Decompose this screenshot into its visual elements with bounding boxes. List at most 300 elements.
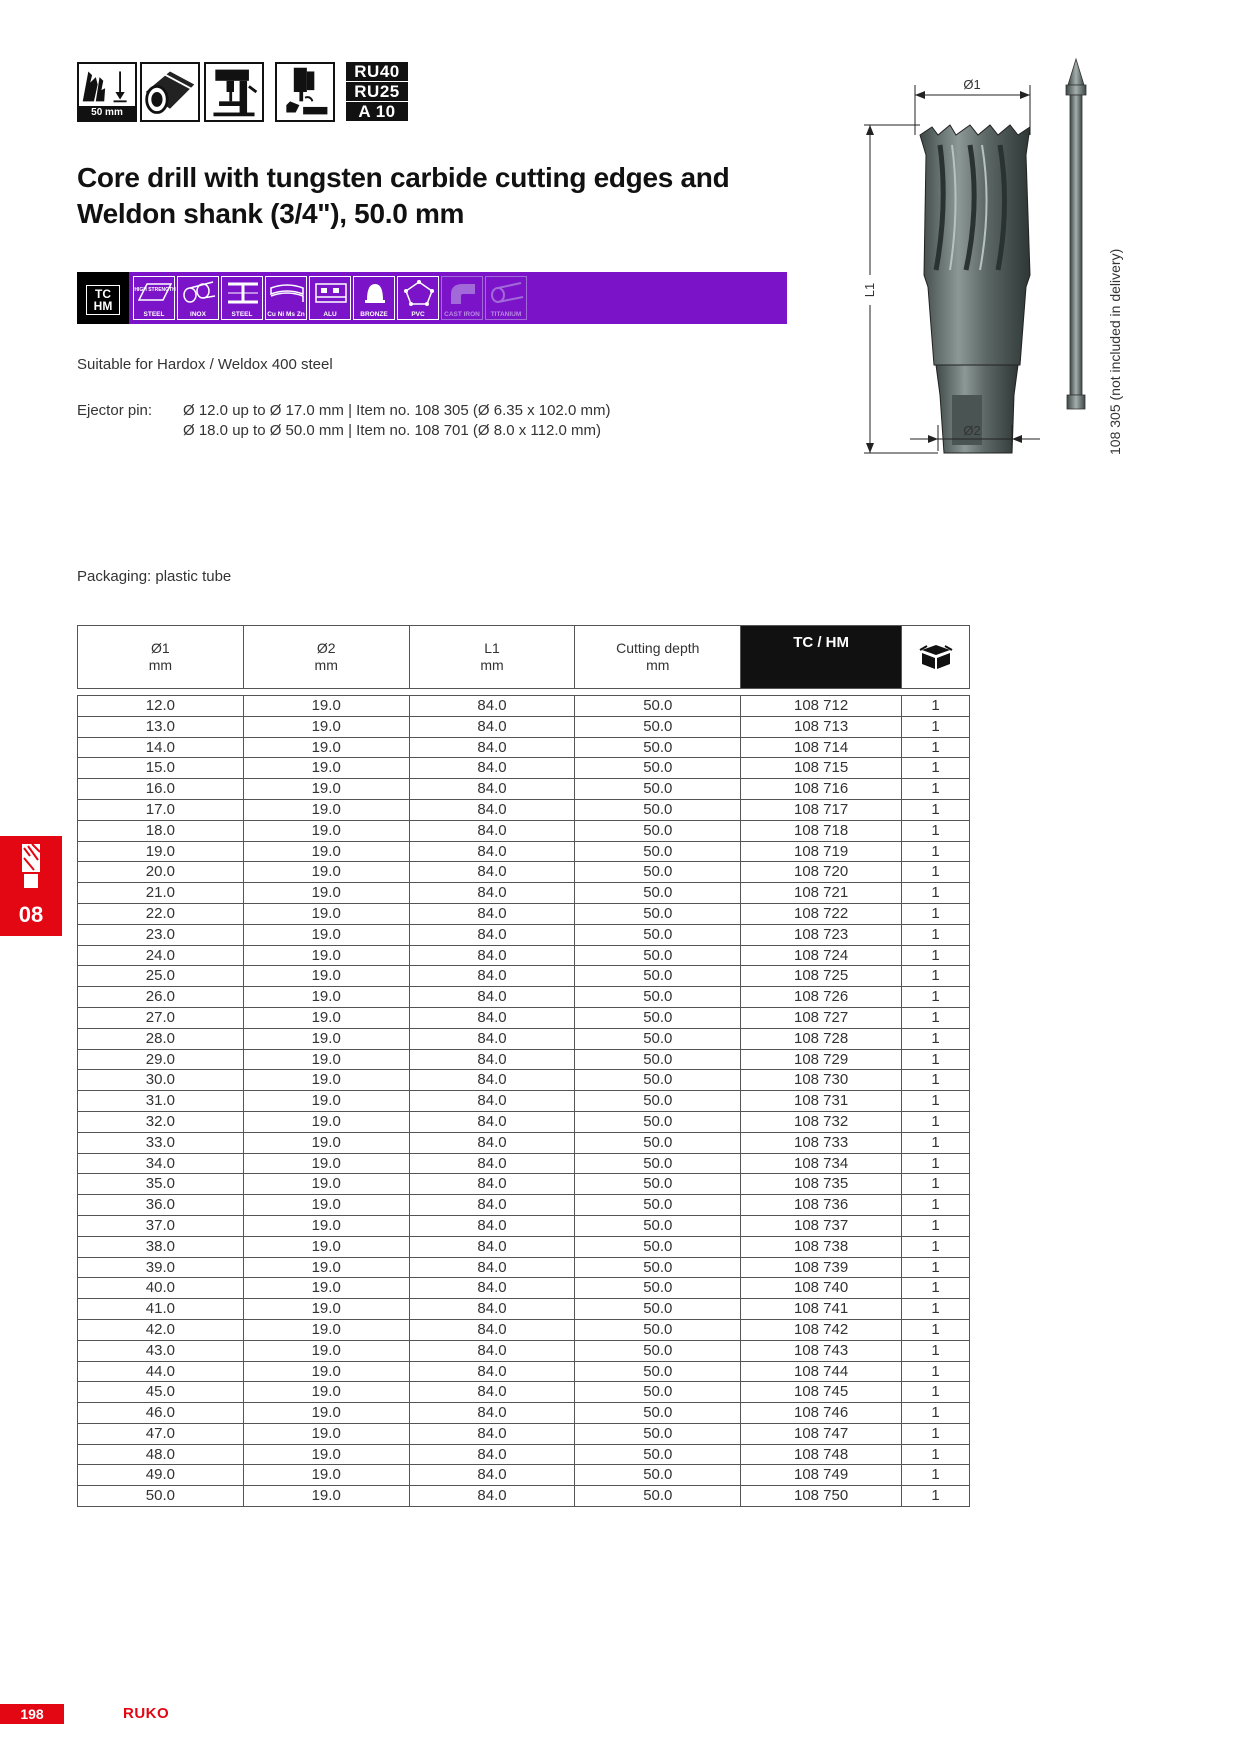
- table-row: [78, 1486, 970, 1507]
- table-row: [78, 696, 970, 717]
- table-cell: 19.0: [243, 1319, 409, 1340]
- table-row: [78, 820, 970, 841]
- table-cell: 19.0: [243, 1049, 409, 1070]
- table-cell: 19.0: [243, 716, 409, 737]
- table-cell: 1: [902, 1382, 970, 1403]
- table-cell: 16.0: [78, 779, 244, 800]
- table-cell: 108 739: [741, 1257, 902, 1278]
- table-cell: 108 720: [741, 862, 902, 883]
- table-cell: 1: [902, 987, 970, 1008]
- table-row: [78, 1091, 970, 1112]
- tc-label: TC: [95, 287, 111, 301]
- table-cell: 47.0: [78, 1423, 244, 1444]
- ejector-pin-line: Ø 18.0 up to Ø 50.0 mm | Item no. 108 701 (Ø 8.0 x 112.0 mm): [183, 422, 601, 439]
- table-cell: 14.0: [78, 737, 244, 758]
- table-cell: 84.0: [409, 1278, 575, 1299]
- table-cell: 108 749: [741, 1465, 902, 1486]
- table-cell: 50.0: [575, 924, 741, 945]
- table-cell: 108 713: [741, 716, 902, 737]
- table-cell: 22.0: [78, 903, 244, 924]
- table-cell: 108 742: [741, 1319, 902, 1340]
- machine-label: A 10: [346, 102, 408, 121]
- table-cell: 50.0: [575, 758, 741, 779]
- material-label: PVC: [411, 311, 425, 318]
- table-cell: 108 724: [741, 945, 902, 966]
- table-row: [78, 987, 970, 1008]
- table-row: [78, 1111, 970, 1132]
- table-cell: 108 721: [741, 883, 902, 904]
- table-row: [78, 1423, 970, 1444]
- table-cell: 84.0: [409, 1174, 575, 1195]
- table-cell: 84.0: [409, 737, 575, 758]
- table-cell: 23.0: [78, 924, 244, 945]
- table-cell: 19.0: [243, 1111, 409, 1132]
- table-cell: 19.0: [243, 799, 409, 820]
- table-cell: 19.0: [243, 1423, 409, 1444]
- table-row: [78, 1382, 970, 1403]
- table-cell: 40.0: [78, 1278, 244, 1299]
- table-cell: 1: [902, 716, 970, 737]
- table-cell: 84.0: [409, 1091, 575, 1112]
- table-cell: 43.0: [78, 1340, 244, 1361]
- table-cell: 19.0: [243, 1236, 409, 1257]
- table-cell: 19.0: [243, 1174, 409, 1195]
- table-cell: 50.0: [575, 820, 741, 841]
- material-label: STEEL: [143, 311, 165, 318]
- table-cell: 84.0: [409, 799, 575, 820]
- col-header-pack: [902, 626, 970, 689]
- table-row: [78, 779, 970, 800]
- packaging-note: Packaging: plastic tube: [77, 568, 232, 585]
- table-cell: 1: [902, 924, 970, 945]
- machine-label: RU25: [346, 82, 408, 101]
- table-row: [78, 966, 970, 987]
- table-cell: 1: [902, 1195, 970, 1216]
- table-cell: 45.0: [78, 1382, 244, 1403]
- table-cell: 49.0: [78, 1465, 244, 1486]
- table-cell: 50.0: [575, 1091, 741, 1112]
- magnetic-drill-icon: [275, 62, 335, 122]
- table-cell: 19.0: [243, 820, 409, 841]
- table-cell: 19.0: [243, 1153, 409, 1174]
- table-cell: 84.0: [409, 1049, 575, 1070]
- table-cell: 19.0: [243, 1299, 409, 1320]
- table-cell: 1: [902, 966, 970, 987]
- elbow-pipe-icon: [445, 280, 481, 306]
- material-label: BRONZE: [360, 311, 388, 318]
- table-cell: 84.0: [409, 1132, 575, 1153]
- table-row: [78, 862, 970, 883]
- table-cell: 50.0: [575, 1403, 741, 1424]
- table-cell: 108 727: [741, 1007, 902, 1028]
- table-cell: 1: [902, 1153, 970, 1174]
- table-cell: 50.0: [575, 1278, 741, 1299]
- table-cell: 84.0: [409, 1153, 575, 1174]
- material-inox: [177, 276, 219, 320]
- table-cell: 50.0: [575, 1299, 741, 1320]
- table-cell: 108 726: [741, 987, 902, 1008]
- table-row: [78, 841, 970, 862]
- table-cell: 84.0: [409, 1111, 575, 1132]
- table-cell: 19.0: [243, 883, 409, 904]
- table-cell: 19.0: [243, 1257, 409, 1278]
- table-cell: 20.0: [78, 862, 244, 883]
- table-cell: 19.0: [243, 758, 409, 779]
- table-cell: 108 718: [741, 820, 902, 841]
- material-label: ALU: [323, 311, 337, 318]
- table-cell: 1: [902, 841, 970, 862]
- table-row: [78, 1236, 970, 1257]
- material-titanium: [485, 276, 527, 320]
- titanium-tube-icon: [489, 280, 525, 306]
- table-cell: 19.0: [243, 966, 409, 987]
- table-cell: 37.0: [78, 1215, 244, 1236]
- table-cell: 1: [902, 1257, 970, 1278]
- table-cell: 84.0: [409, 862, 575, 883]
- product-title: Core drill with tungsten carbide cutting edges and Weldon shank (3/4"), 50.0 mm: [77, 162, 730, 229]
- table-cell: 42.0: [78, 1319, 244, 1340]
- table-cell: 19.0: [243, 737, 409, 758]
- table-cell: 84.0: [409, 1028, 575, 1049]
- col-header-item-no: TC / HM: [741, 626, 902, 689]
- table-row: [78, 1195, 970, 1216]
- table-cell: 108 747: [741, 1423, 902, 1444]
- core-drill-icon: [20, 842, 42, 894]
- table-cell: 19.0: [243, 1132, 409, 1153]
- section-number: 08: [18, 902, 44, 927]
- table-cell: 108 750: [741, 1486, 902, 1507]
- table-cell: 84.0: [409, 1070, 575, 1091]
- table-cell: 84.0: [409, 1319, 575, 1340]
- table-cell: 46.0: [78, 1403, 244, 1424]
- table-cell: 1: [902, 1299, 970, 1320]
- table-cell: 19.0: [78, 841, 244, 862]
- table-cell: 108 714: [741, 737, 902, 758]
- table-cell: 108 719: [741, 841, 902, 862]
- table-row: [78, 1257, 970, 1278]
- drill-press-icon: [204, 62, 264, 122]
- table-cell: 36.0: [78, 1195, 244, 1216]
- table-cell: 1: [902, 945, 970, 966]
- cutting-material-badge: [77, 272, 129, 324]
- table-cell: 50.0: [575, 1423, 741, 1444]
- table-cell: 50.0: [575, 1174, 741, 1195]
- table-cell: 84.0: [409, 1299, 575, 1320]
- table-row: [78, 883, 970, 904]
- table-cell: 84.0: [409, 779, 575, 800]
- table-cell: 19.0: [243, 1465, 409, 1486]
- d1-label: Ø1: [963, 77, 981, 92]
- table-row: [78, 1028, 970, 1049]
- table-row: [78, 1153, 970, 1174]
- table-cell: 1: [902, 779, 970, 800]
- table-cell: 35.0: [78, 1174, 244, 1195]
- table-cell: 108 730: [741, 1070, 902, 1091]
- table-row: [78, 945, 970, 966]
- table-cell: 21.0: [78, 883, 244, 904]
- table-cell: 19.0: [243, 1382, 409, 1403]
- table-cell: 1: [902, 737, 970, 758]
- table-cell: 1: [902, 696, 970, 717]
- table-cell: 1: [902, 1444, 970, 1465]
- ejector-pin-line: Ø 12.0 up to Ø 17.0 mm | Item no. 108 305 (Ø 6.35 x 102.0 mm): [183, 402, 611, 419]
- table-cell: 108 731: [741, 1091, 902, 1112]
- table-cell: 19.0: [243, 1028, 409, 1049]
- table-cell: 108 740: [741, 1278, 902, 1299]
- table-cell: 12.0: [78, 696, 244, 717]
- table-cell: 44.0: [78, 1361, 244, 1382]
- table-cell: 19.0: [243, 1091, 409, 1112]
- table-cell: 50.0: [575, 987, 741, 1008]
- table-cell: 108 734: [741, 1153, 902, 1174]
- table-cell: 108 743: [741, 1340, 902, 1361]
- table-cell: 84.0: [409, 1215, 575, 1236]
- ejector-pin-label: Ejector pin:: [77, 402, 153, 419]
- table-cell: 108 744: [741, 1361, 902, 1382]
- table-cell: 39.0: [78, 1257, 244, 1278]
- table-cell: 1: [902, 1070, 970, 1091]
- steel-beam-icon: [225, 280, 261, 306]
- table-cell: 1: [902, 758, 970, 779]
- table-row: [78, 737, 970, 758]
- table-cell: 19.0: [243, 987, 409, 1008]
- pentagon-icon: [401, 280, 437, 306]
- table-cell: 108 733: [741, 1132, 902, 1153]
- table-cell: 1: [902, 903, 970, 924]
- high-strength-plate-icon: [134, 280, 176, 306]
- table-cell: 84.0: [409, 1257, 575, 1278]
- table-row: [78, 758, 970, 779]
- table-cell: 50.0: [575, 1319, 741, 1340]
- table-cell: 38.0: [78, 1236, 244, 1257]
- table-cell: 1: [902, 1403, 970, 1424]
- table-cell: 50.0: [575, 1028, 741, 1049]
- table-cell: 50.0: [575, 841, 741, 862]
- suitability-note: Suitable for Hardox / Weldox 400 steel: [77, 356, 333, 373]
- table-row: [78, 1465, 970, 1486]
- col-header-d2: Ø2 mm: [243, 626, 409, 689]
- table-cell: 50.0: [575, 883, 741, 904]
- page-number: 198: [0, 1704, 64, 1724]
- table-cell: 1: [902, 820, 970, 841]
- material-label: INOX: [190, 311, 206, 318]
- table-cell: 84.0: [409, 966, 575, 987]
- table-cell: 84.0: [409, 945, 575, 966]
- table-cell: 19.0: [243, 841, 409, 862]
- table-cell: 1: [902, 1319, 970, 1340]
- table-cell: 50.0: [575, 1070, 741, 1091]
- table-cell: 17.0: [78, 799, 244, 820]
- table-cell: 31.0: [78, 1091, 244, 1112]
- brand-logo: RUKO: [123, 1705, 170, 1722]
- table-cell: 50.0: [78, 1486, 244, 1507]
- table-cell: 108 722: [741, 903, 902, 924]
- table-cell: 1: [902, 1361, 970, 1382]
- material-steel: [221, 276, 263, 320]
- material-cast-iron: [441, 276, 483, 320]
- table-cell: 50.0: [575, 945, 741, 966]
- cutting-depth-icon: [77, 62, 137, 122]
- section-tab: [0, 836, 62, 936]
- tubes-icon: [181, 280, 217, 306]
- table-row: [78, 1340, 970, 1361]
- table-cell: 28.0: [78, 1028, 244, 1049]
- material-bronze: [353, 276, 395, 320]
- table-cell: 84.0: [409, 716, 575, 737]
- table-cell: 108 745: [741, 1382, 902, 1403]
- table-row: [78, 1007, 970, 1028]
- table-cell: 84.0: [409, 903, 575, 924]
- table-row: [78, 716, 970, 737]
- bell-icon: [357, 280, 393, 306]
- aluminium-profile-icon: [313, 280, 349, 306]
- table-cell: 84.0: [409, 841, 575, 862]
- table-cell: 1: [902, 1423, 970, 1444]
- table-cell: 25.0: [78, 966, 244, 987]
- table-cell: 41.0: [78, 1299, 244, 1320]
- table-cell: 1: [902, 1340, 970, 1361]
- material-pvc: [397, 276, 439, 320]
- table-cell: 34.0: [78, 1153, 244, 1174]
- package-box-icon: [919, 644, 953, 670]
- table-cell: 1: [902, 1007, 970, 1028]
- table-cell: 84.0: [409, 1340, 575, 1361]
- table-row: [78, 799, 970, 820]
- table-cell: 19.0: [243, 924, 409, 945]
- table-cell: 19.0: [243, 1007, 409, 1028]
- table-row: [78, 1174, 970, 1195]
- table-cell: 50.0: [575, 799, 741, 820]
- table-cell: 108 715: [741, 758, 902, 779]
- table-row: [78, 903, 970, 924]
- table-cell: 26.0: [78, 987, 244, 1008]
- table-cell: 19.0: [243, 945, 409, 966]
- table-cell: 84.0: [409, 1195, 575, 1216]
- table-cell: 19.0: [243, 1361, 409, 1382]
- table-cell: 84.0: [409, 1236, 575, 1257]
- table-row: [78, 1403, 970, 1424]
- table-cell: 108 725: [741, 966, 902, 987]
- l1-label: L1: [862, 282, 877, 298]
- core-drill-drawing: [840, 55, 1160, 515]
- table-cell: 84.0: [409, 1382, 575, 1403]
- table-cell: 19.0: [243, 1340, 409, 1361]
- table-cell: 19.0: [243, 1195, 409, 1216]
- table-cell: 19.0: [243, 1215, 409, 1236]
- table-cell: 108 735: [741, 1174, 902, 1195]
- col-header-cutting-depth: Cutting depth mm: [575, 626, 741, 689]
- table-cell: 108 729: [741, 1049, 902, 1070]
- table-cell: 1: [902, 1236, 970, 1257]
- material-non-ferrous: [265, 276, 307, 320]
- table-row: [78, 1132, 970, 1153]
- table-cell: 50.0: [575, 1340, 741, 1361]
- table-row: [78, 1049, 970, 1070]
- table-cell: 1: [902, 1028, 970, 1049]
- table-row: [78, 1215, 970, 1236]
- material-label: Cu Ni Ms Zn: [267, 311, 305, 318]
- table-cell: 15.0: [78, 758, 244, 779]
- table-cell: 84.0: [409, 987, 575, 1008]
- table-cell: 50.0: [575, 696, 741, 717]
- table-cell: 1: [902, 883, 970, 904]
- table-cell: 50.0: [575, 779, 741, 800]
- tube-workpiece-icon: [140, 62, 200, 122]
- table-cell: 50.0: [575, 1361, 741, 1382]
- table-cell: 30.0: [78, 1070, 244, 1091]
- table-cell: 19.0: [243, 1403, 409, 1424]
- table-cell: 50.0: [575, 1486, 741, 1507]
- table-cell: 84.0: [409, 1486, 575, 1507]
- table-cell: 1: [902, 1111, 970, 1132]
- table-row: [78, 924, 970, 945]
- table-cell: 19.0: [243, 903, 409, 924]
- table-cell: 50.0: [575, 1132, 741, 1153]
- material-suitability-bar: [77, 272, 787, 324]
- material-steel-high-strength: [133, 276, 175, 320]
- table-cell: 108 736: [741, 1195, 902, 1216]
- hm-label: HM: [93, 299, 113, 313]
- table-row: [78, 1444, 970, 1465]
- table-cell: 50.0: [575, 716, 741, 737]
- table-body: [78, 696, 970, 1507]
- table-cell: 50.0: [575, 1465, 741, 1486]
- table-row: [78, 1070, 970, 1091]
- material-label: STEEL: [231, 311, 253, 318]
- table-cell: 19.0: [243, 1486, 409, 1507]
- table-cell: 1: [902, 1215, 970, 1236]
- table-cell: 50.0: [575, 1444, 741, 1465]
- table-cell: 108 746: [741, 1403, 902, 1424]
- table-cell: 84.0: [409, 1403, 575, 1424]
- table-cell: 27.0: [78, 1007, 244, 1028]
- table-cell: 50.0: [575, 1195, 741, 1216]
- table-cell: 50.0: [575, 1049, 741, 1070]
- table-cell: 1: [902, 862, 970, 883]
- table-cell: 84.0: [409, 1423, 575, 1444]
- table-cell: 1: [902, 799, 970, 820]
- table-cell: 18.0: [78, 820, 244, 841]
- table-cell: 108 737: [741, 1215, 902, 1236]
- table-cell: 19.0: [243, 862, 409, 883]
- table-cell: 29.0: [78, 1049, 244, 1070]
- table-cell: 108 723: [741, 924, 902, 945]
- table-cell: 32.0: [78, 1111, 244, 1132]
- table-cell: 108 717: [741, 799, 902, 820]
- table-cell: 13.0: [78, 716, 244, 737]
- table-cell: 108 741: [741, 1299, 902, 1320]
- table-row: [78, 1299, 970, 1320]
- col-header-d1: Ø1 mm: [78, 626, 244, 689]
- table-cell: 84.0: [409, 696, 575, 717]
- table-cell: 50.0: [575, 903, 741, 924]
- table-cell: 1: [902, 1174, 970, 1195]
- table-cell: 33.0: [78, 1132, 244, 1153]
- table-cell: 50.0: [575, 1257, 741, 1278]
- table-cell: 19.0: [243, 779, 409, 800]
- table-cell: 50.0: [575, 737, 741, 758]
- table-cell: 84.0: [409, 758, 575, 779]
- table-cell: 50.0: [575, 1382, 741, 1403]
- table-cell: 50.0: [575, 1153, 741, 1174]
- table-cell: 50.0: [575, 1236, 741, 1257]
- machine-label: RU40: [346, 62, 408, 81]
- table-cell: 84.0: [409, 883, 575, 904]
- metal-sheet-icon: [269, 280, 305, 306]
- table-cell: 108 732: [741, 1111, 902, 1132]
- table-cell: 84.0: [409, 1465, 575, 1486]
- table-cell: 19.0: [243, 696, 409, 717]
